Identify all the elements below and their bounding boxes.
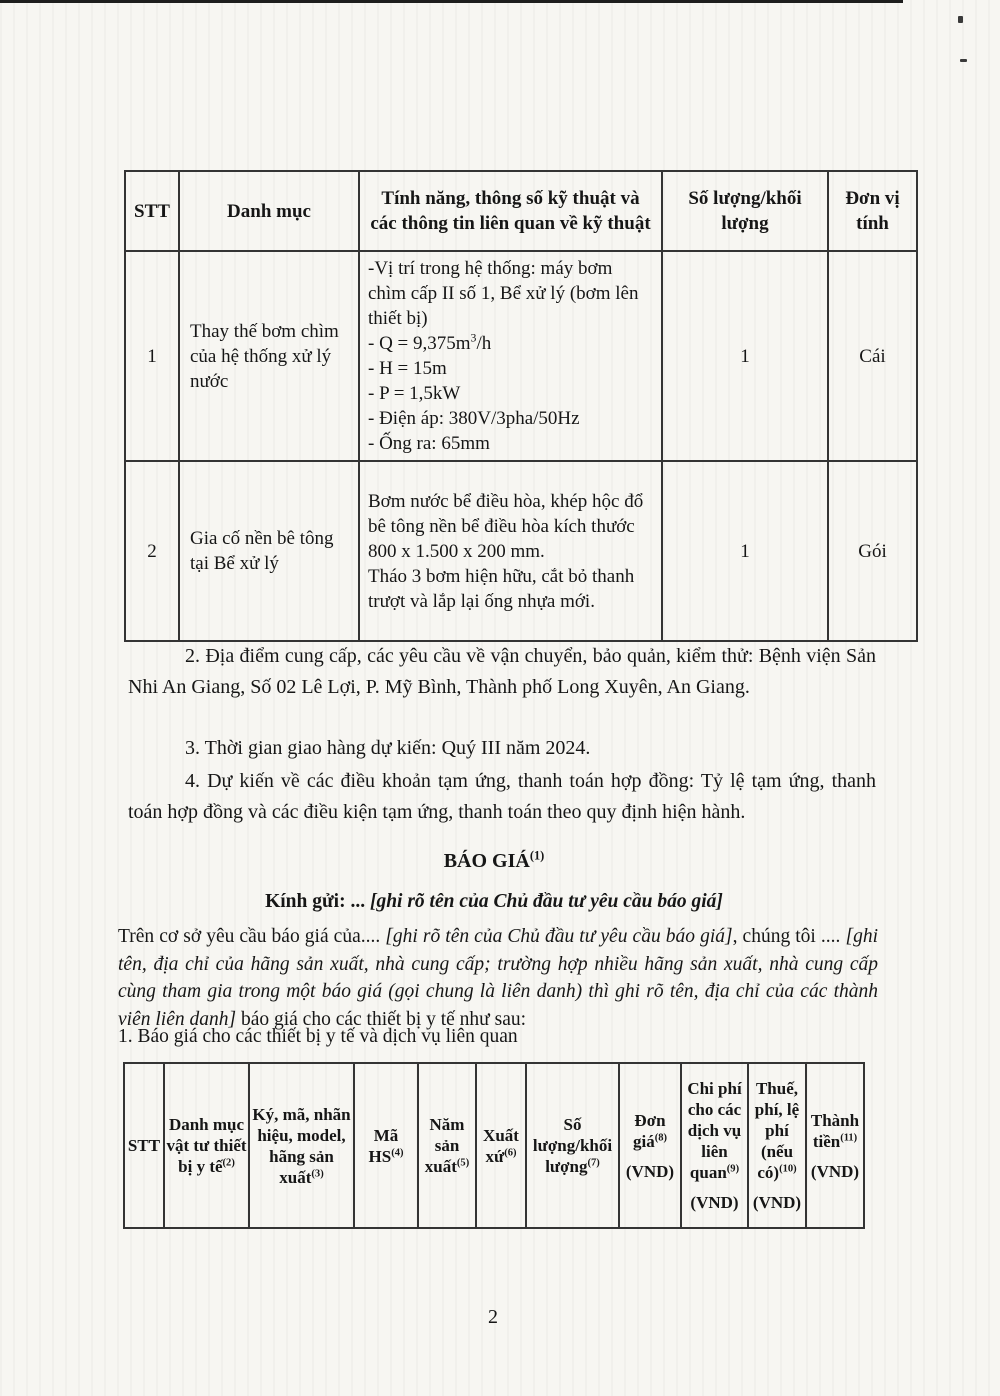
table-row bbox=[125, 461, 917, 641]
spec-line: - Ống ra: 65mm bbox=[368, 433, 490, 454]
t2-header-tax-fee: Thuế, phí, lệ phí (nếu có)$^{(10)}$ (VND) bbox=[748, 1063, 806, 1228]
t1-header-quantity: Số lượng/khối lượng bbox=[662, 171, 828, 251]
superscript: (9) bbox=[726, 1163, 740, 1175]
row1-stt: 1 bbox=[125, 251, 179, 461]
spec-line: - H = 15m bbox=[368, 358, 447, 379]
superscript: (8) bbox=[654, 1131, 667, 1143]
t1-header-spec: Tính năng, thông số kỹ thuật và các thông tin liên quan về kỹ thuật bbox=[359, 171, 662, 251]
t2-header-stt: STT bbox=[124, 1063, 164, 1228]
t2-header-service-cost: Chi phí cho các dịch vụ liên quan$^{(9)}$ (VND) bbox=[681, 1063, 748, 1228]
row2-quantity: 1 bbox=[662, 461, 828, 641]
superscript: (2) bbox=[222, 1157, 235, 1169]
t2-header-item: Danh mục vật tư thiết bị y tế$^{(2)}$ bbox=[164, 1063, 249, 1228]
page-number: 2 bbox=[488, 1306, 498, 1328]
t2-header-year: Năm sản xuất$^{(5)}$ bbox=[418, 1063, 476, 1228]
t1-header-stt: STT bbox=[125, 171, 179, 251]
t2-header-hs-code: Mã HS$^{(4)}$ bbox=[354, 1063, 418, 1228]
currency-label: (VND) bbox=[752, 1193, 802, 1212]
superscript: (11) bbox=[840, 1131, 858, 1143]
quote-list-item-1: 1. Báo giá cho các thiết bị y tế và dịch vụ liên quan bbox=[118, 1026, 518, 1047]
scan-edge-line bbox=[0, 0, 903, 3]
currency-label: (VND) bbox=[625, 1161, 675, 1181]
spec-line: Bơm nước bể điều hòa, khép hộc đổ bê tông nền bể điều hòa kích thước 800 x 1.500 x 200 mm. bbox=[368, 490, 644, 562]
currency-label: (VND) bbox=[690, 1193, 739, 1212]
paragraph-delivery-location: 2. Địa điểm cung cấp, các yêu cầu về vận chuyển, bảo quản, kiểm thử: Bệnh viện Sản Nhi An Giang, Số 02 Lê Lợi, P. Mỹ Bình, Thành phố Long Xuyên, An Giang. bbox=[128, 645, 876, 698]
spec-line: - P = 1,5kW bbox=[368, 383, 461, 404]
spec-line: -Vị trí trong hệ thống: máy bơm chìm cấp II số 1, Bể xử lý (bơm lên thiết bị) bbox=[368, 258, 639, 329]
row1-quantity: 1 bbox=[662, 251, 828, 461]
currency-label: (VND) bbox=[810, 1161, 860, 1181]
table-row bbox=[125, 251, 917, 461]
t2-header-total: Thành tiền$^{(11)}$ (VND) bbox=[806, 1063, 864, 1228]
superscript: (10) bbox=[779, 1163, 797, 1175]
t2-header-origin: Xuất xứ$^{(6)}$ bbox=[476, 1063, 526, 1228]
t1-header-category: Danh mục bbox=[179, 171, 359, 251]
paragraph-payment-terms: 4. Dự kiến về các điều khoản tạm ứng, thanh toán hợp đồng: Tỷ lệ tạm ứng, thanh toán hợp đồng và các điều kiện tạm ứng, thanh toán theo quy định hiện hành. bbox=[128, 770, 876, 823]
spec-line: - Q = 9,375m$^3$/h bbox=[368, 331, 492, 354]
superscript: 3 bbox=[470, 331, 477, 345]
quote-intro-paragraph: Trên cơ sở yêu cầu báo giá của.... [ghi rõ tên của Chủ đầu tư yêu cầu báo giá], chúng tôi .... [ghi tên, địa chỉ của hãng sản xuất, nhà cung cấp; trường hợp nhiều hãng sản xuất, nhà cung cấp cùng tham gia trong một báo giá (gọi chung là liên danh) thì ghi rõ tên, địa chỉ của các thành viên liên danh] báo giá cho các thiết bị y tế như sau: bbox=[118, 926, 878, 1030]
superscript: (6) bbox=[504, 1146, 517, 1158]
row2-category: Gia cố nền bê tông tại Bể xử lý bbox=[179, 461, 359, 641]
quote-salutation: Kính gửi: ... [ghi rõ tên của Chủ đầu tư yêu cầu báo giá] bbox=[265, 891, 723, 912]
spec-line: - Điện áp: 380V/3pha/50Hz bbox=[368, 408, 580, 429]
row1-spec bbox=[359, 251, 662, 461]
price-quote-table bbox=[123, 1062, 865, 1229]
table-header-row bbox=[125, 171, 917, 251]
superscript: (3) bbox=[311, 1167, 324, 1179]
superscript: (7) bbox=[587, 1157, 600, 1169]
quote-title: BÁO GIÁ$^{(1)}$ bbox=[443, 848, 545, 872]
spec-line: Tháo 3 bơm hiện hữu, cắt bỏ thanh trượt và lắp lại ống nhựa mới. bbox=[368, 565, 635, 612]
row2-spec bbox=[359, 461, 662, 641]
row1-category: Thay thế bơm chìm của hệ thống xử lý nước bbox=[179, 251, 359, 461]
equipment-spec-table bbox=[124, 170, 918, 642]
t2-header-quantity: Số lượng/khối lượng$^{(7)}$ bbox=[526, 1063, 619, 1228]
superscript: (1) bbox=[529, 848, 545, 863]
row2-stt: 2 bbox=[125, 461, 179, 641]
row1-unit: Cái bbox=[828, 251, 917, 461]
t1-header-unit: Đơn vị tính bbox=[828, 171, 917, 251]
t2-header-model: Ký, mã, nhãn hiệu, model, hãng sản xuất$^{(3)}$ bbox=[249, 1063, 354, 1228]
paragraph-delivery-time: 3. Thời gian giao hàng dự kiến: Quý III năm 2024. bbox=[185, 737, 591, 759]
superscript: (4) bbox=[391, 1146, 404, 1158]
scan-speck bbox=[958, 16, 963, 23]
table-header-row bbox=[124, 1063, 864, 1228]
row2-unit: Gói bbox=[828, 461, 917, 641]
t2-header-unit-price: Đơn giá$^{(8)}$ (VND) bbox=[619, 1063, 681, 1228]
superscript: (5) bbox=[456, 1157, 470, 1169]
scan-speck bbox=[960, 59, 967, 62]
